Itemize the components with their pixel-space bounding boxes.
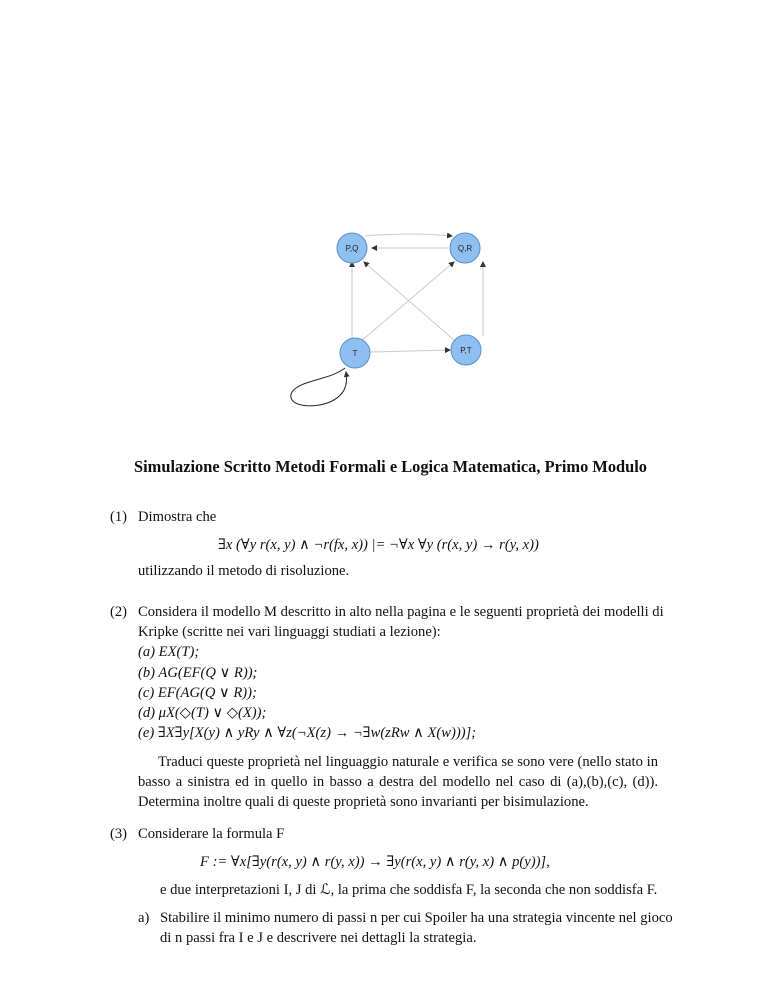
q2-item-c: (c) EF(AG(Q ∨ R)); [138, 685, 257, 701]
svg-text:Q,R: Q,R [457, 244, 473, 253]
q3-sub-a-line-1: Stabilire il minimo numero di passi n per cui Spoiler ha una strategia vincente nel gioco [160, 910, 673, 926]
q2-number: (2) [110, 604, 128, 620]
q2-intro-2: Kripke (scritte nei vari linguaggi studiati a lezione): [138, 624, 441, 640]
q3-formula: F := ∀x[∃y(r(x, y) ∧ r(y, x)) → ∃y(r(x, y) ∧ r(y, x) ∧ p(y))], [200, 854, 550, 870]
q3-sub-a-line-2: di n passi fra I e J e descrivere nei dettagli la strategia. [160, 930, 477, 946]
svg-text:P,T: P,T [460, 346, 472, 355]
node-t [340, 338, 370, 368]
q3-sub-a-label: a) [138, 910, 150, 926]
node-qr [450, 233, 480, 263]
q2-item-b: (b) AG(EF(Q ∨ R)); [138, 665, 258, 681]
self-loop-t [291, 368, 347, 406]
q1-intro: Dimostra che [138, 509, 217, 525]
q3-number: (3) [110, 826, 128, 842]
svg-text:T: T [352, 349, 358, 358]
q1-number: (1) [110, 509, 128, 525]
q1-after: utilizzando il metodo di risoluzione. [138, 563, 350, 579]
q2-item-d: (d) μX(◇(T) ∨ ◇(X)); [138, 705, 267, 721]
edge-t-pt [370, 350, 450, 352]
node-pq [337, 233, 367, 263]
q2-intro-1: Considera il modello M descritto in alto nella pagina e le seguenti proprietà dei modelli di [138, 604, 664, 620]
q3-after: e due interpretazioni I, J di ℒ, la prima che soddisfa F, la seconda che non soddisfa F. [160, 882, 658, 898]
document-title: Simulazione Scritto Metodi Formali e Logica Matematica, Primo Modulo [134, 457, 648, 476]
edge-t-qr [360, 262, 454, 342]
kripke-model-diagram [0, 0, 768, 420]
q2-item-e: (e) ∃X∃y[X(y) ∧ yRy ∧ ∀z(¬X(z) → ¬∃w(zRw ∧ X(w)))]; [138, 725, 477, 741]
q3-intro: Considerare la formula F [138, 826, 285, 842]
node-pt [451, 335, 481, 365]
svg-text:P,Q: P,Q [345, 244, 359, 253]
q1-formula: ∃x (∀y r(x, y) ∧ ¬r(fx, x)) |= ¬∀x ∀y (r(x, y) → r(y, x)) [218, 537, 539, 553]
q2-paragraph: Traduci queste proprietà nel linguaggio naturale e verifica se sono vere (nello stato in basso a sinistra ed in quello in basso a destra del modello nel caso di (a),(b),(c), (d)). Determina inoltre quali di queste proprietà sono invarianti per bisimulazione. [138, 754, 658, 810]
q2-item-a: (a) EX(T); [138, 644, 200, 660]
edge-pq-qr [365, 234, 452, 236]
